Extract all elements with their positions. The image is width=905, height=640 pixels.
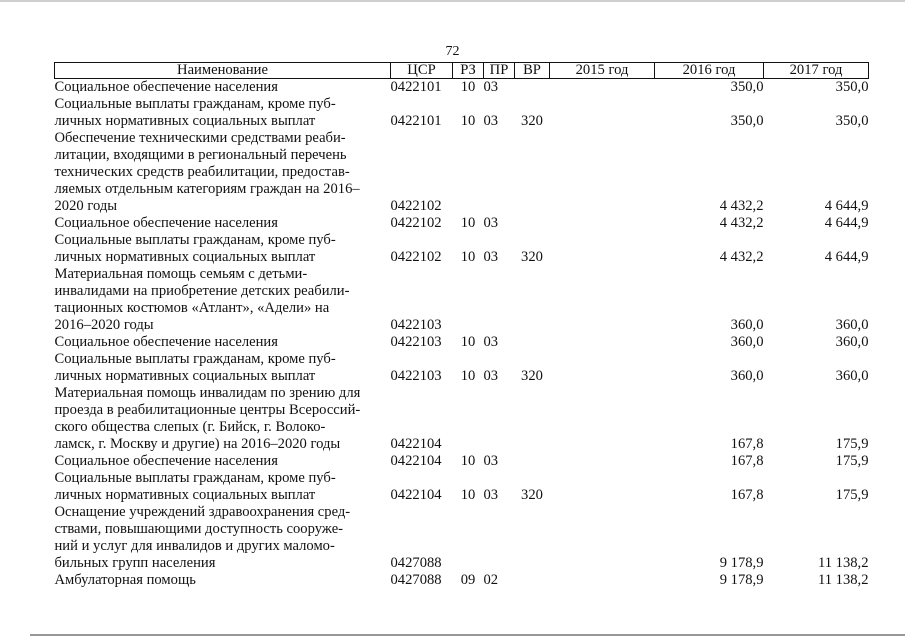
value-2015-cell — [550, 351, 655, 385]
table-row — [55, 79, 869, 97]
vr-cell: 320 — [521, 368, 543, 384]
pr-cell: 03 — [483, 79, 499, 95]
value-2015-cell — [550, 130, 655, 215]
csr-cell: 0422102 — [390, 249, 442, 265]
pr-cell: 02 — [483, 572, 499, 588]
rz-cell — [453, 266, 484, 334]
name-cell — [55, 334, 391, 351]
header-pr: ПР — [484, 63, 515, 79]
csr-cell: 0422102 — [390, 198, 442, 214]
name-line: тационных костюмов «Атлант», «Адели» на — [54, 300, 330, 316]
value-2016-cell: 350,0 — [730, 113, 764, 129]
rz-cell: 10 — [460, 113, 476, 129]
scan-edge-top — [0, 0, 905, 2]
value-2017-cell: 360,0 — [835, 334, 869, 350]
table-body — [55, 79, 869, 590]
page-number: 72 — [445, 44, 460, 59]
table-row — [55, 351, 869, 385]
csr-cell: 0422104 — [390, 436, 442, 452]
name-line: ствами, повышающими доступность сооруже- — [54, 521, 344, 537]
table-row — [55, 232, 869, 266]
vr-cell — [515, 130, 550, 215]
rz-cell: 10 — [460, 334, 476, 350]
name-cell — [55, 453, 391, 470]
value-2016-cell: 360,0 — [730, 317, 764, 333]
value-2017-cell: 4 644,9 — [824, 215, 869, 231]
value-2017-cell: 11 138,2 — [817, 555, 869, 571]
value-2015-cell — [550, 385, 655, 453]
csr-cell: 0422101 — [390, 79, 442, 95]
name-cell — [55, 470, 391, 504]
csr-cell: 0427088 — [390, 572, 442, 588]
pr-cell: 03 — [483, 113, 499, 129]
name-line: ламск, г. Москву и другие) на 2016–2020 годы — [54, 436, 341, 452]
name-line: бильных групп населения — [54, 555, 216, 571]
name-cell — [55, 266, 391, 334]
name-line: 2016–2020 годы — [54, 317, 154, 333]
table-row — [55, 572, 869, 589]
pr-cell: 03 — [483, 215, 499, 231]
name-line: Социальное обеспечение населения — [54, 215, 278, 231]
vr-cell — [515, 572, 550, 589]
value-2017-cell: 350,0 — [835, 79, 869, 95]
name-line: Социальные выплаты гражданам, кроме пуб- — [54, 351, 336, 367]
header-vr: ВР — [515, 63, 550, 79]
name-line: личных нормативных социальных выплат — [54, 249, 316, 265]
value-2017-cell: 4 644,9 — [824, 198, 869, 214]
name-line: личных нормативных социальных выплат — [54, 113, 316, 129]
name-line: Социальное обеспечение населения — [54, 334, 278, 350]
name-line: личных нормативных социальных выплат — [54, 368, 316, 384]
name-line: Амбулаторная помощь — [54, 572, 196, 588]
name-cell — [55, 232, 391, 266]
name-line: Социальные выплаты гражданам, кроме пуб- — [54, 470, 336, 486]
value-2016-cell: 350,0 — [730, 79, 764, 95]
name-line: Социальное обеспечение населения — [54, 453, 278, 469]
value-2017-cell: 175,9 — [835, 436, 869, 452]
csr-cell: 0422104 — [390, 487, 442, 503]
table-row — [55, 130, 869, 215]
rz-cell — [453, 385, 484, 453]
name-line: ского общества слепых (г. Бийск, г. Волоко- — [54, 419, 326, 435]
name-cell — [55, 215, 391, 232]
name-cell — [55, 96, 391, 130]
value-2015-cell — [550, 470, 655, 504]
name-line: Материальная помощь семьям с детьми- — [54, 266, 308, 282]
value-2017-cell: 360,0 — [835, 368, 869, 384]
vr-cell: 320 — [521, 249, 543, 265]
name-line: 2020 годы — [54, 198, 118, 214]
pr-cell — [484, 266, 515, 334]
value-2017-cell: 360,0 — [835, 317, 869, 333]
rz-cell: 10 — [460, 79, 476, 95]
table-row — [55, 385, 869, 453]
pr-cell: 03 — [483, 334, 499, 350]
name-line: ний и услуг для инвалидов и других маломо- — [54, 538, 335, 554]
value-2016-cell: 9 178,9 — [719, 572, 764, 588]
pr-cell: 03 — [483, 453, 499, 469]
name-cell — [55, 351, 391, 385]
name-line: Обеспечение техническими средствами реаби- — [54, 130, 346, 146]
rz-cell: 09 — [460, 572, 476, 588]
vr-cell — [515, 453, 550, 470]
name-cell — [55, 504, 391, 572]
pr-cell: 03 — [483, 487, 499, 503]
vr-cell — [515, 79, 550, 97]
value-2017-cell: 175,9 — [835, 453, 869, 469]
vr-cell — [515, 215, 550, 232]
name-cell — [55, 572, 391, 589]
header-2015: 2015 год — [550, 63, 655, 79]
value-2017-cell: 175,9 — [835, 487, 869, 503]
name-line: инвалидами на приобретение детских реабили- — [54, 283, 350, 299]
name-line: личных нормативных социальных выплат — [54, 487, 316, 503]
value-2015-cell — [550, 453, 655, 470]
value-2016-cell: 4 432,2 — [719, 198, 764, 214]
rz-cell: 10 — [460, 215, 476, 231]
value-2015-cell — [550, 79, 655, 97]
csr-cell: 0422102 — [390, 215, 442, 231]
rz-cell: 10 — [460, 249, 476, 265]
name-line: технических средств реабилитации, предостав- — [54, 164, 350, 180]
value-2017-cell: 350,0 — [835, 113, 869, 129]
value-2015-cell — [550, 215, 655, 232]
name-cell — [55, 385, 391, 453]
value-2015-cell — [550, 334, 655, 351]
scan-edge-bottom — [30, 634, 905, 636]
name-line: ляемых отдельным категориям граждан на 2016– — [54, 181, 360, 197]
name-line: Социальное обеспечение населения — [54, 79, 278, 95]
csr-cell: 0422101 — [390, 113, 442, 129]
value-2016-cell: 167,8 — [730, 453, 764, 469]
rz-cell — [453, 504, 484, 572]
rz-cell: 10 — [460, 368, 476, 384]
name-line: проезда в реабилитационные центры Всероссий- — [54, 402, 361, 418]
name-line: литации, входящими в региональный перечень — [54, 147, 347, 163]
table-row — [55, 215, 869, 232]
name-line: Социальные выплаты гражданам, кроме пуб- — [54, 232, 336, 248]
value-2016-cell: 360,0 — [730, 334, 764, 350]
table-header — [55, 63, 869, 79]
rz-cell — [453, 130, 484, 215]
csr-cell: 0427088 — [390, 555, 442, 571]
value-2016-cell: 167,8 — [730, 436, 764, 452]
vr-cell — [515, 334, 550, 351]
value-2015-cell — [550, 266, 655, 334]
header-2017: 2017 год — [764, 63, 869, 79]
pr-cell: 03 — [483, 249, 499, 265]
value-2015-cell — [550, 572, 655, 589]
value-2016-cell: 9 178,9 — [719, 555, 764, 571]
vr-cell — [515, 385, 550, 453]
header-2016: 2016 год — [655, 63, 764, 79]
table-row — [55, 504, 869, 572]
value-2015-cell — [550, 96, 655, 130]
pr-cell — [484, 504, 515, 572]
name-line: Социальные выплаты гражданам, кроме пуб- — [54, 96, 336, 112]
value-2016-cell: 4 432,2 — [719, 215, 764, 231]
value-2016-cell: 4 432,2 — [719, 249, 764, 265]
pr-cell: 03 — [483, 368, 499, 384]
csr-cell: 0422104 — [390, 453, 442, 469]
table-row — [55, 266, 869, 334]
pr-cell — [484, 130, 515, 215]
value-2017-cell: 4 644,9 — [824, 249, 869, 265]
name-cell — [55, 130, 391, 215]
vr-cell: 320 — [521, 113, 543, 129]
value-2015-cell — [550, 504, 655, 572]
name-line: Материальная помощь инвалидам по зрению для — [54, 385, 361, 401]
table-row — [55, 470, 869, 504]
vr-cell: 320 — [521, 487, 543, 503]
csr-cell: 0422103 — [390, 368, 442, 384]
csr-cell: 0422103 — [390, 334, 442, 350]
rz-cell: 10 — [460, 453, 476, 469]
rz-cell: 10 — [460, 487, 476, 503]
csr-cell: 0422103 — [390, 317, 442, 333]
budget-table — [54, 62, 869, 589]
value-2016-cell: 360,0 — [730, 368, 764, 384]
value-2017-cell: 11 138,2 — [817, 572, 869, 588]
header-csr: ЦСР — [391, 63, 453, 79]
value-2016-cell: 167,8 — [730, 487, 764, 503]
table-row — [55, 453, 869, 470]
name-cell — [55, 79, 391, 97]
vr-cell — [515, 266, 550, 334]
table-row — [55, 334, 869, 351]
table-row — [55, 96, 869, 130]
header-rz: РЗ — [453, 63, 484, 79]
header-name: Наименование — [55, 63, 391, 79]
pr-cell — [484, 385, 515, 453]
value-2015-cell — [550, 232, 655, 266]
name-line: Оснащение учреждений здравоохранения сред- — [54, 504, 351, 520]
vr-cell — [515, 504, 550, 572]
